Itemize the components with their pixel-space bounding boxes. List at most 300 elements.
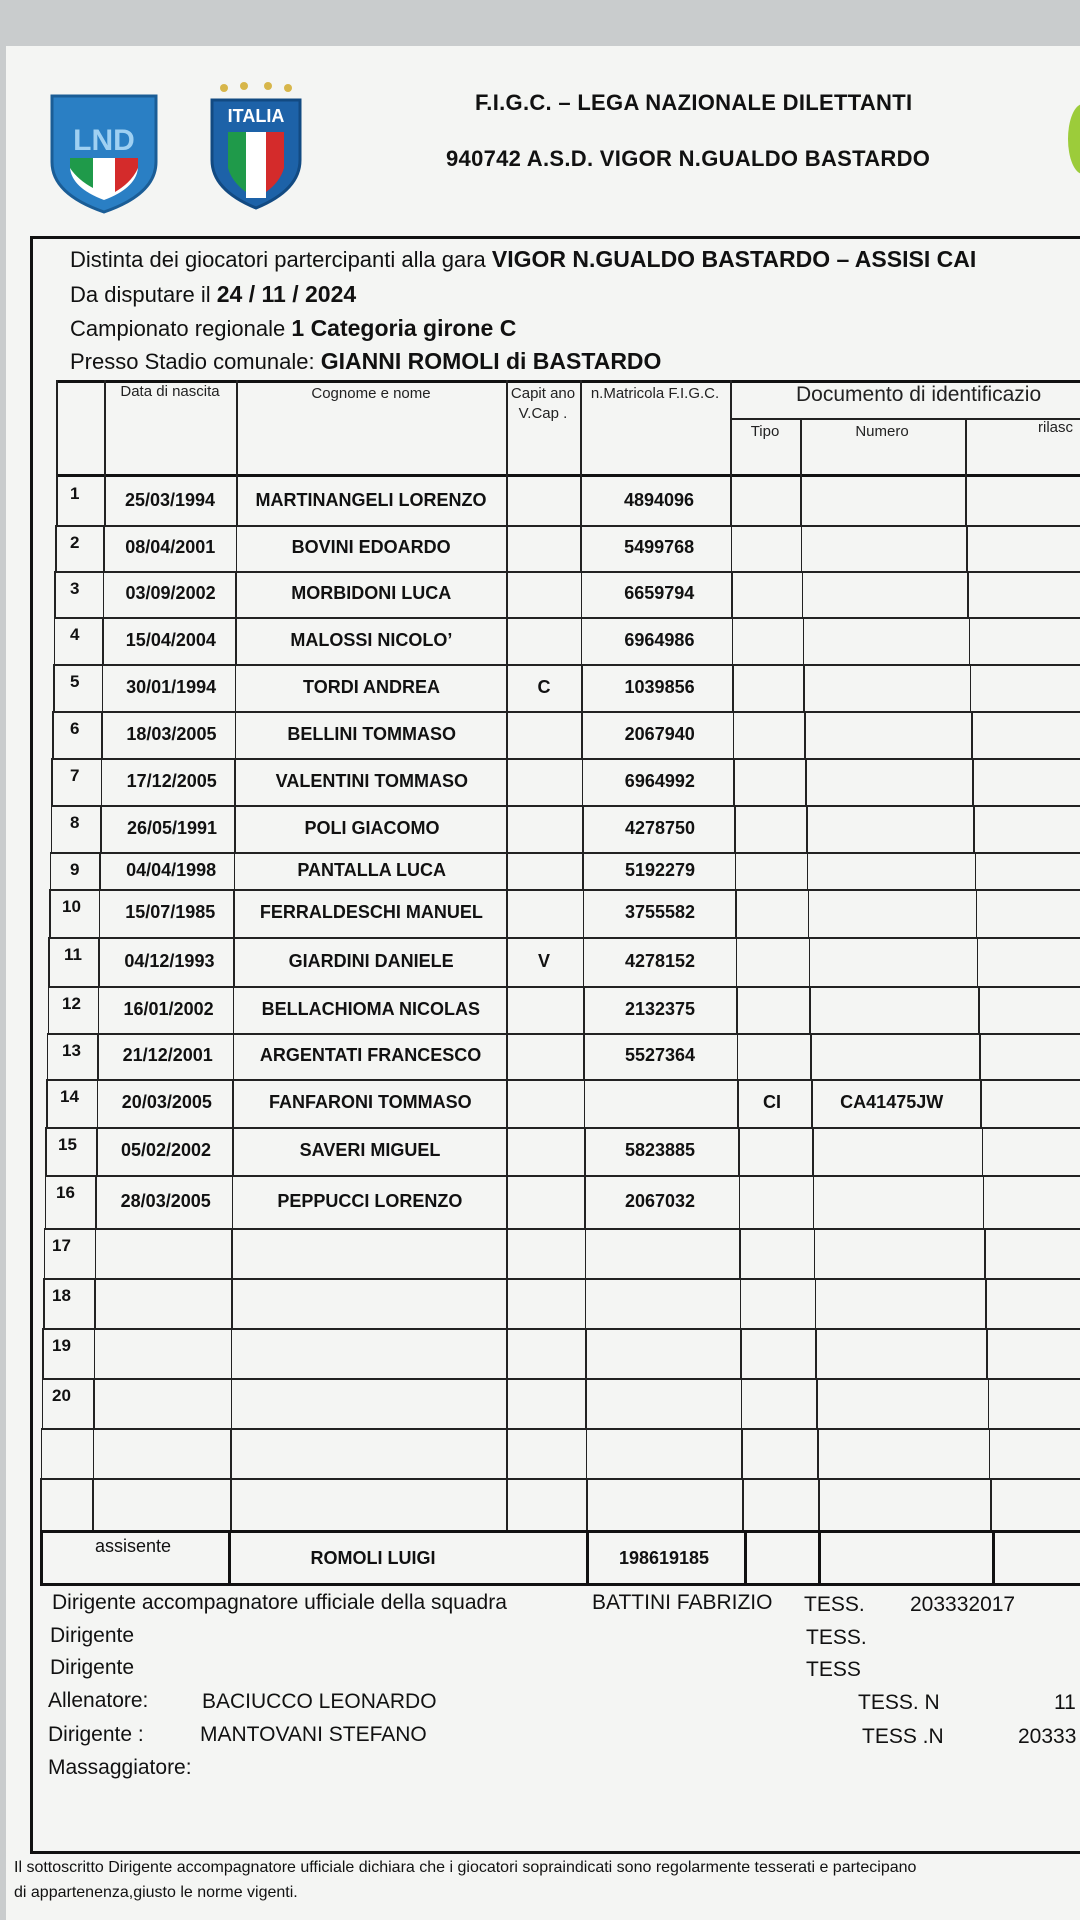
allenatore-label: Allenatore: — [48, 1689, 149, 1712]
row-cell-divider — [810, 1033, 812, 1079]
row-number: 1 — [70, 484, 80, 503]
row-cell-divider — [235, 711, 237, 758]
row-line — [41, 1478, 1080, 1480]
col-captain-header: Capit ano V.Cap . — [510, 385, 576, 422]
row-line — [51, 852, 1080, 854]
col-birth-header: Data di nascita — [120, 383, 220, 400]
row-cell-divider — [742, 1478, 744, 1530]
row-cell-divider — [506, 1033, 508, 1079]
row-cell-divider — [101, 711, 103, 758]
venue-line — [70, 348, 661, 375]
birth-date-cell: 30/01/1994 — [126, 676, 217, 697]
row-cell-divider — [584, 1079, 586, 1127]
matricola-cell: 2067940 — [624, 723, 695, 744]
dirigente-accompagnatore-tess-label: TESS. — [804, 1593, 865, 1616]
row-number: 8 — [70, 813, 80, 832]
doc-sub-line — [730, 418, 1080, 420]
row-cell-divider — [815, 1278, 817, 1328]
row-cell-divider — [816, 1378, 818, 1428]
row-cell-divider — [45, 1175, 47, 1228]
player-name-cell: MORBIDONI LUCA — [291, 583, 452, 603]
row-cell-divider — [103, 525, 105, 571]
player-name-cell: BOVINI EDOARDO — [291, 537, 451, 557]
row-cell-divider — [972, 758, 974, 805]
player-name-cell: PANTALLA LUCA — [297, 859, 447, 880]
row-cell-divider — [734, 805, 736, 852]
row-cell-divider — [585, 1378, 587, 1428]
row-cell-divider — [803, 664, 805, 711]
row-cell-divider — [585, 1228, 587, 1278]
row-cell-divider — [808, 889, 810, 937]
row-cell-divider — [98, 986, 100, 1033]
row-cell-divider — [236, 525, 238, 571]
row-cell-divider — [818, 1478, 820, 1530]
row-cell-divider — [969, 617, 971, 664]
doc-number-cell: CA41475JW — [840, 1092, 944, 1112]
lnd-logo — [48, 92, 160, 214]
row-cell-divider — [92, 1478, 94, 1530]
row-cell-divider — [803, 617, 805, 664]
row-cell-divider — [985, 1278, 987, 1328]
birth-date-cell: 18/03/2005 — [126, 723, 217, 744]
header-vline-1 — [56, 380, 58, 476]
row-cell-divider — [235, 664, 237, 711]
row-line — [44, 1278, 1080, 1280]
row-cell-divider — [231, 1228, 233, 1278]
row-cell-divider — [737, 1033, 739, 1079]
row-number: 9 — [70, 860, 80, 879]
row-number: 15 — [58, 1135, 77, 1154]
row-cell-divider — [731, 571, 733, 617]
row-cell-divider — [48, 986, 50, 1033]
row-cell-divider — [50, 852, 52, 889]
row-cell-divider — [233, 889, 235, 937]
assistant-row-divider — [744, 1530, 747, 1583]
row-cell-divider — [586, 1478, 588, 1530]
player-name-cell: BELLACHIOMA NICOLAS — [261, 998, 481, 1019]
row-line — [55, 571, 1080, 573]
row-cell-divider — [40, 1478, 42, 1530]
row-cell-divider — [233, 1033, 235, 1079]
row-cell-divider — [965, 476, 967, 525]
row-cell-divider — [739, 1175, 741, 1228]
dirigente-3-name: MANTOVANI STEFANO — [200, 1723, 427, 1746]
row-cell-divider — [802, 571, 804, 617]
birth-date-cell: 08/04/2001 — [125, 537, 216, 557]
row-cell-divider — [54, 617, 56, 664]
row-cell-divider — [506, 571, 508, 617]
row-cell-divider — [582, 852, 584, 889]
row-cell-divider — [806, 805, 808, 852]
svg-text:LND: LND — [73, 124, 135, 157]
row-cell-divider — [980, 1079, 982, 1127]
row-line — [47, 1079, 1080, 1081]
row-cell-divider — [735, 852, 737, 889]
row-cell-divider — [973, 805, 975, 852]
row-cell-divider — [970, 664, 972, 711]
player-name-cell: VALENTINI TOMMASO — [275, 770, 469, 791]
row-cell-divider — [104, 476, 106, 525]
row-cell-divider — [580, 476, 582, 525]
dirigente-3-tess: 20333 — [1018, 1725, 1077, 1748]
matricola-cell: 6659794 — [624, 583, 695, 603]
row-line — [45, 1175, 1080, 1177]
row-cell-divider — [53, 664, 55, 711]
row-cell-divider — [506, 476, 508, 525]
allenatore-tess-label: TESS. N — [858, 1691, 940, 1714]
row-line — [45, 1228, 1080, 1230]
col-docissued-header: rilasc — [1038, 419, 1074, 436]
row-cell-divider — [42, 1378, 44, 1428]
row-cell-divider — [506, 1378, 508, 1428]
col-docnumber-header: Numero — [855, 423, 909, 440]
italia-logo — [208, 82, 304, 210]
player-name-cell: ARGENTATI FRANCESCO — [259, 1045, 482, 1065]
row-cell-divider — [586, 1428, 588, 1478]
header-vline-3 — [236, 380, 238, 476]
col-name-header: Cognome e nome — [311, 385, 431, 402]
row-cell-divider — [584, 1127, 586, 1175]
row-cell-divider — [506, 937, 508, 986]
row-cell-divider — [737, 1079, 739, 1127]
row-number: 12 — [62, 994, 81, 1013]
row-cell-divider — [804, 711, 806, 758]
birth-date-cell: 04/04/1998 — [126, 859, 217, 880]
row-cell-divider — [739, 1228, 741, 1278]
row-cell-divider — [97, 1079, 99, 1127]
dirigente-2-label: Dirigente — [50, 1656, 135, 1679]
row-cell-divider — [741, 1428, 743, 1478]
row-cell-divider — [102, 664, 104, 711]
dirigente-3-label: Dirigente : — [48, 1723, 144, 1746]
row-cell-divider — [232, 1079, 234, 1127]
row-cell-divider — [230, 1478, 232, 1530]
row-number: 19 — [52, 1336, 71, 1355]
row-cell-divider — [44, 1228, 46, 1278]
row-number: 3 — [70, 579, 80, 598]
row-cell-divider — [506, 758, 508, 805]
row-cell-divider — [94, 1328, 96, 1378]
row-number: 16 — [56, 1183, 75, 1202]
row-cell-divider — [741, 1378, 743, 1428]
row-cell-divider — [41, 1428, 43, 1478]
row-cell-divider — [809, 986, 811, 1033]
match-teams: VIGOR N.GUALDO BASTARDO – ASSISI CAI — [491, 246, 977, 272]
captain-cell: V — [537, 950, 551, 971]
matricola-cell: 1039856 — [624, 676, 695, 697]
matricola-cell: 6964992 — [624, 770, 695, 791]
row-cell-divider — [506, 852, 508, 889]
row-cell-divider — [231, 1378, 233, 1428]
row-number: 11 — [64, 945, 82, 964]
assistant-row-divider — [992, 1530, 995, 1583]
row-cell-divider — [102, 617, 104, 664]
row-cell-divider — [583, 986, 585, 1033]
row-cell-divider — [967, 571, 969, 617]
row-line — [42, 1378, 1080, 1380]
row-number: 5 — [70, 672, 80, 691]
player-name-cell: FANFARONI TOMMASO — [268, 1092, 472, 1112]
row-cell-divider — [54, 571, 56, 617]
row-cell-divider — [506, 805, 508, 852]
assistant-name: ROMOLI LUIGI — [310, 1548, 436, 1568]
birth-date-cell: 04/12/1993 — [124, 950, 215, 971]
row-cell-divider — [103, 571, 105, 617]
player-name-cell: MARTINANGELI LORENZO — [255, 489, 487, 510]
birth-date-cell: 20/03/2005 — [121, 1092, 212, 1112]
doc-type-cell: CI — [763, 1092, 781, 1112]
row-number: 10 — [62, 897, 81, 916]
row-cell-divider — [101, 758, 103, 805]
row-line — [50, 889, 1080, 891]
birth-date-cell: 15/04/2004 — [125, 629, 216, 650]
row-cell-divider — [730, 476, 732, 525]
row-cell-divider — [49, 889, 51, 937]
row-cell-divider — [235, 617, 237, 664]
matricola-cell: 5192279 — [624, 859, 696, 880]
row-cell-divider — [988, 1378, 990, 1428]
row-cell-divider — [48, 937, 50, 986]
row-cell-divider — [812, 1127, 814, 1175]
assistant-row-top — [40, 1530, 1080, 1533]
row-cell-divider — [98, 937, 100, 986]
championship-label: Campionato regionale — [70, 316, 286, 341]
row-cell-divider — [506, 1478, 508, 1530]
row-cell-divider — [975, 852, 977, 889]
row-cell-divider — [581, 711, 583, 758]
allenatore-name: BACIUCCO LEONARDO — [202, 1690, 437, 1713]
col-matricola-header: n.Matricola F.I.G.C. — [590, 385, 720, 402]
matricola-cell: 4278750 — [624, 817, 696, 838]
row-cell-divider — [232, 1127, 234, 1175]
birth-date-cell: 28/03/2005 — [120, 1190, 211, 1211]
player-name-cell: POLI GIACOMO — [304, 817, 440, 838]
row-cell-divider — [236, 476, 238, 525]
player-name-cell: SAVERI MIGUEL — [299, 1140, 441, 1160]
row-cell-divider — [51, 758, 53, 805]
row-cell-divider — [94, 1278, 96, 1328]
row-cell-divider — [979, 1033, 981, 1079]
player-name-cell: FERRALDESCHI MANUEL — [259, 902, 483, 922]
row-line — [48, 1033, 1080, 1035]
row-cell-divider — [99, 852, 101, 889]
row-cell-divider — [583, 1033, 585, 1079]
row-number: 20 — [52, 1386, 71, 1405]
row-cell-divider — [733, 711, 735, 758]
row-cell-divider — [46, 1079, 48, 1127]
row-cell-divider — [807, 852, 809, 889]
row-cell-divider — [42, 1328, 44, 1378]
row-cell-divider — [231, 1278, 233, 1328]
row-cell-divider — [232, 1175, 234, 1228]
birth-date-cell: 26/05/1991 — [126, 817, 218, 838]
row-cell-divider — [977, 937, 979, 986]
dirigente-accompagnatore-tess: 203332017 — [910, 1593, 1016, 1616]
matricola-cell: 5823885 — [624, 1140, 696, 1160]
row-cell-divider — [583, 889, 585, 937]
row-cell-divider — [976, 889, 978, 937]
match-line — [70, 246, 976, 273]
row-cell-divider — [733, 758, 735, 805]
row-cell-divider — [51, 805, 53, 852]
row-cell-divider — [581, 664, 583, 711]
row-cell-divider — [740, 1278, 742, 1328]
birth-date-cell: 21/12/2001 — [122, 1045, 213, 1065]
captain-cell: C — [537, 676, 551, 697]
assistant-row-divider — [40, 1530, 43, 1583]
player-name-cell: BELLINI TOMMASO — [287, 723, 457, 744]
row-cell-divider — [506, 664, 508, 711]
row-cell-divider — [735, 889, 737, 937]
row-cell-divider — [233, 986, 235, 1033]
birth-date-cell: 05/02/2002 — [120, 1140, 212, 1160]
row-cell-divider — [815, 1328, 817, 1378]
row-cell-divider — [585, 1278, 587, 1328]
matricola-cell: 4278152 — [624, 950, 696, 971]
row-cell-divider — [47, 1033, 49, 1079]
row-cell-divider — [233, 937, 235, 986]
row-line — [54, 617, 1080, 619]
assistant-row-divider — [228, 1530, 231, 1583]
birth-date-cell: 17/12/2005 — [126, 770, 217, 791]
row-cell-divider — [96, 1127, 98, 1175]
row-cell-divider — [506, 1278, 508, 1328]
row-cell-divider — [581, 571, 583, 617]
row-line — [43, 1328, 1080, 1330]
row-cell-divider — [581, 617, 583, 664]
championship-line — [70, 315, 516, 342]
row-number: 18 — [52, 1286, 71, 1305]
birth-date-cell: 15/07/1985 — [125, 902, 216, 922]
row-cell-divider — [56, 476, 58, 525]
date-line — [70, 281, 356, 308]
dirigente-1-tess-label: TESS. — [806, 1626, 867, 1649]
row-cell-divider — [93, 1428, 95, 1478]
row-cell-divider — [582, 758, 584, 805]
row-cell-divider — [506, 617, 508, 664]
assistant-row-divider — [818, 1530, 821, 1583]
row-line — [52, 758, 1080, 760]
footer-declaration-line2: di appartenenza,giusto le norme vigenti. — [14, 1884, 298, 1901]
row-cell-divider — [989, 1428, 991, 1478]
row-cell-divider — [95, 1228, 97, 1278]
row-number: 6 — [70, 719, 80, 738]
date-label: Da disputare il — [70, 282, 211, 307]
matricola-cell: 6964986 — [624, 629, 695, 650]
col-document-header: Documento di identificazio — [796, 385, 1042, 405]
row-cell-divider — [986, 1328, 988, 1378]
row-cell-divider — [506, 1175, 508, 1228]
dirigente-3-tess-label: TESS .N — [862, 1725, 944, 1748]
row-number: 14 — [60, 1087, 79, 1106]
player-name-cell: GIARDINI DANIELE — [288, 950, 454, 971]
row-cell-divider — [584, 1175, 586, 1228]
row-line — [53, 711, 1080, 713]
row-cell-divider — [983, 1175, 985, 1228]
assistant-number: 198619185 — [618, 1548, 710, 1568]
dirigente-accompagnatore-label: Dirigente accompagnatore ufficiale della squadra — [52, 1591, 507, 1614]
matricola-cell: 3755582 — [624, 902, 696, 922]
row-cell-divider — [506, 1428, 508, 1478]
row-cell-divider — [982, 1127, 984, 1175]
allenatore-tess: 11 — [1054, 1691, 1076, 1714]
row-cell-divider — [234, 805, 236, 852]
row-cell-divider — [231, 1328, 233, 1378]
col-doctype-header: Tipo — [750, 423, 780, 440]
matricola-cell: 4894096 — [623, 489, 695, 510]
row-cell-divider — [814, 1228, 816, 1278]
venue-label: Presso Stadio comunale: — [70, 349, 315, 374]
svg-text:ITALIA: ITALIA — [227, 106, 285, 126]
championship-name: 1 Categoria girone C — [291, 315, 517, 341]
row-cell-divider — [732, 617, 734, 664]
row-cell-divider — [736, 937, 738, 986]
row-cell-divider — [506, 1328, 508, 1378]
header-vline-4 — [506, 380, 508, 476]
row-cell-divider — [52, 711, 54, 758]
row-cell-divider — [990, 1478, 992, 1530]
row-cell-divider — [506, 889, 508, 937]
row-cell-divider — [971, 711, 973, 758]
row-cell-divider — [736, 986, 738, 1033]
row-cell-divider — [506, 1228, 508, 1278]
row-cell-divider — [978, 986, 980, 1033]
row-cell-divider — [801, 525, 803, 571]
header-bottom-line — [56, 474, 1080, 477]
row-line — [46, 1127, 1080, 1129]
matricola-cell: 5499768 — [624, 537, 695, 557]
row-cell-divider — [580, 525, 582, 571]
row-number: 13 — [62, 1041, 81, 1060]
matricola-cell: 2067032 — [624, 1190, 696, 1211]
row-cell-divider — [506, 1079, 508, 1127]
dirigente-1-label: Dirigente — [50, 1624, 135, 1647]
header-vline-5 — [580, 380, 582, 476]
row-cell-divider — [582, 805, 584, 852]
row-number: 4 — [70, 625, 80, 644]
row-line — [56, 525, 1080, 527]
row-cell-divider — [732, 664, 734, 711]
row-cell-divider — [234, 758, 236, 805]
row-cell-divider — [800, 476, 802, 525]
row-cell-divider — [55, 525, 57, 571]
matricola-cell: 2132375 — [624, 998, 696, 1019]
row-cell-divider — [95, 1175, 97, 1228]
dirigente-2-tess-label: TESS — [806, 1658, 861, 1681]
row-cell-divider — [585, 1328, 587, 1378]
row-cell-divider — [230, 1428, 232, 1478]
row-number: 2 — [70, 533, 80, 552]
birth-date-cell: 03/09/2002 — [125, 583, 216, 603]
row-cell-divider — [506, 711, 508, 758]
player-name-cell: PEPPUCCI LORENZO — [277, 1190, 463, 1211]
row-cell-divider — [966, 525, 968, 571]
row-line — [42, 1428, 1080, 1430]
row-number: 7 — [70, 766, 80, 785]
row-cell-divider — [809, 937, 811, 986]
row-cell-divider — [234, 852, 236, 889]
row-cell-divider — [506, 986, 508, 1033]
matricola-cell: 5527364 — [624, 1045, 696, 1065]
row-number: 17 — [52, 1236, 71, 1255]
row-cell-divider — [45, 1127, 47, 1175]
row-cell-divider — [738, 1127, 740, 1175]
assistant-row-divider — [586, 1530, 589, 1583]
row-cell-divider — [43, 1278, 45, 1328]
row-line — [49, 937, 1080, 939]
row-line — [54, 664, 1080, 666]
player-name-cell: MALOSSI NICOLO’ — [290, 629, 453, 650]
